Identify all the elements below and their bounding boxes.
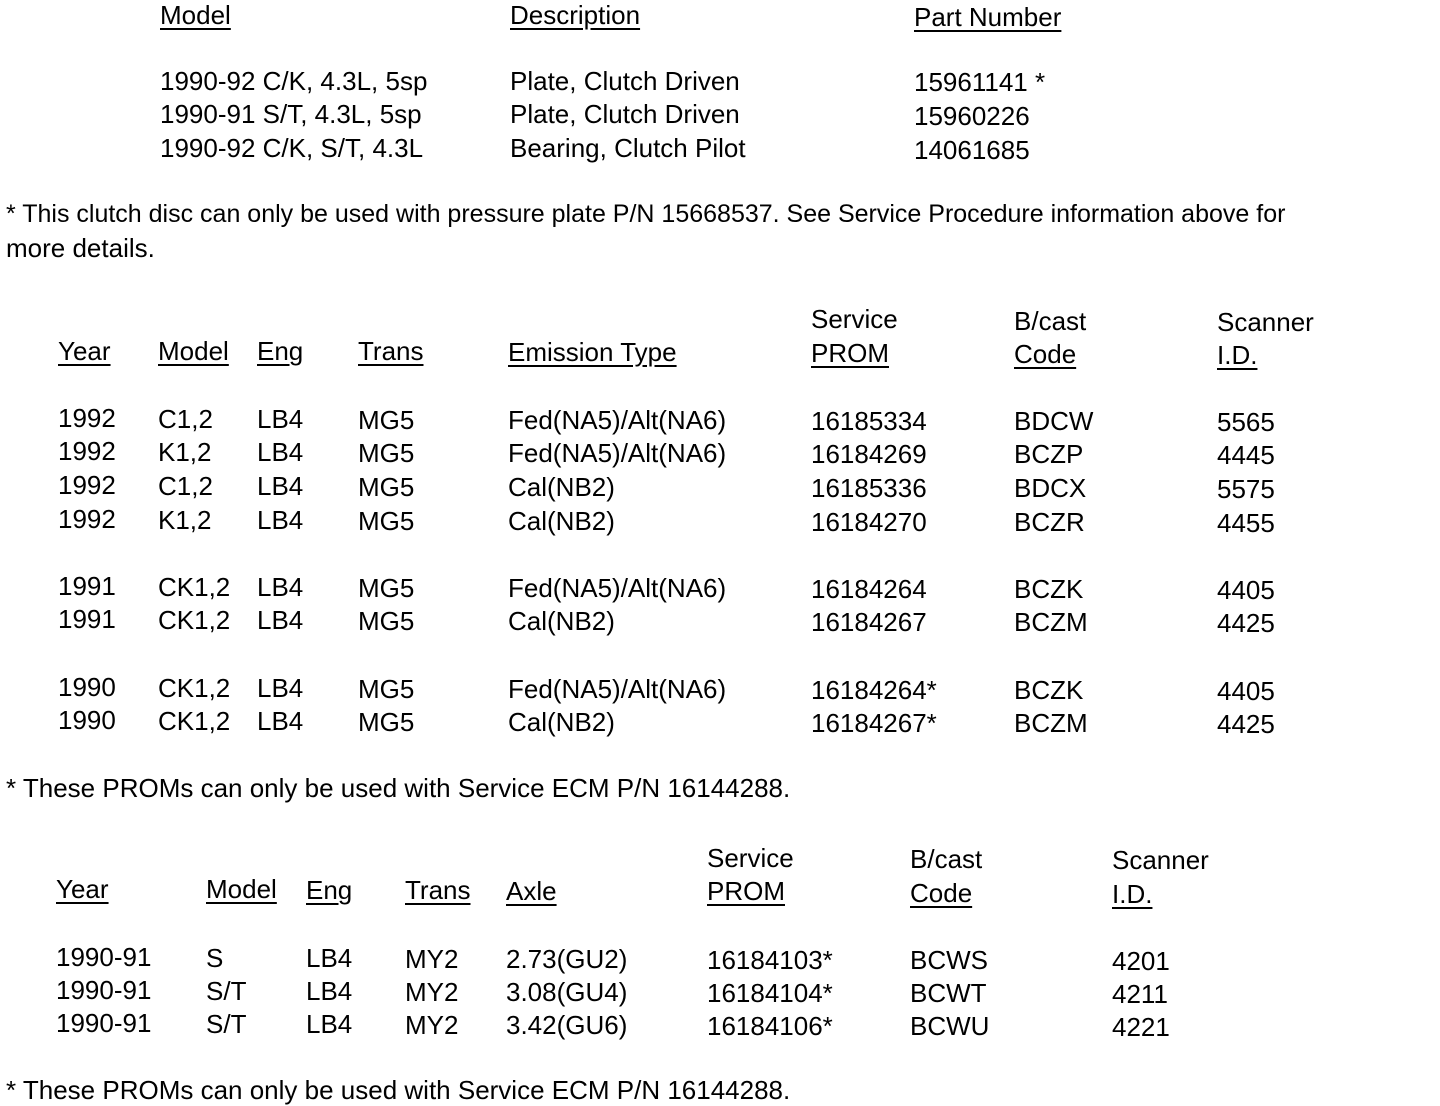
- table-cell: S/T: [206, 976, 247, 1006]
- table-cell: Cal(NB2): [508, 506, 615, 536]
- table-cell: Plate, Clutch Driven: [510, 99, 740, 129]
- column-header-year: Year: [58, 336, 111, 366]
- table-cell: BDCW: [1014, 406, 1094, 436]
- table-cell: 3.42(GU6): [506, 1010, 628, 1040]
- table-cell: BCZM: [1014, 708, 1088, 738]
- table-cell: CK1,2: [158, 706, 231, 736]
- column-header-top: B/cast: [910, 844, 983, 874]
- table-cell: 1990-91: [56, 1008, 152, 1038]
- table-cell: LB4: [257, 404, 304, 434]
- table-cell: 16184267: [811, 607, 927, 637]
- table-cell: MY2: [405, 944, 459, 974]
- table-cell: 16184264: [811, 574, 927, 604]
- column-header-trans: Trans: [405, 875, 471, 905]
- column-header-bcast-code: Code: [910, 878, 973, 908]
- table-cell: LB4: [257, 505, 304, 535]
- table-cell: 16185336: [811, 473, 927, 503]
- column-header-top: Scanner: [1217, 307, 1314, 337]
- table-cell: LB4: [257, 706, 304, 736]
- table-cell: CK1,2: [158, 605, 231, 635]
- table-cell: Fed(NA5)/Alt(NA6): [508, 674, 727, 704]
- column-header-model: Model: [206, 874, 277, 904]
- table-cell: 4211: [1112, 979, 1168, 1009]
- table-cell: BCWS: [910, 945, 988, 975]
- column-header-scanner-id: I.D.: [1217, 340, 1258, 370]
- table-cell: 15960226: [914, 101, 1030, 131]
- table-cell: 4425: [1217, 608, 1275, 638]
- table-cell: K1,2: [158, 505, 212, 535]
- table-cell: LB4: [257, 572, 304, 602]
- table-cell: MG5: [358, 606, 415, 636]
- table-cell: LB4: [257, 605, 304, 635]
- table-cell: Fed(NA5)/Alt(NA6): [508, 438, 727, 468]
- table-cell: 1992: [58, 436, 116, 466]
- table-cell: 1990-92 C/K, 4.3L, 5sp: [160, 66, 428, 96]
- column-header-eng: Eng: [306, 875, 353, 905]
- table-cell: 1990: [58, 672, 116, 702]
- table-cell: 5575: [1217, 474, 1275, 504]
- table-cell: 4201: [1112, 946, 1170, 976]
- table-cell: MG5: [358, 472, 415, 502]
- table-cell: MG5: [358, 438, 415, 468]
- table-cell: BDCX: [1014, 473, 1087, 503]
- column-header-axle: Axle: [506, 876, 557, 906]
- footnote-clutch-disc-continued: more details.: [6, 233, 155, 263]
- table-cell: MG5: [358, 674, 415, 704]
- table-cell: C1,2: [158, 404, 213, 434]
- table-cell: MY2: [405, 977, 459, 1007]
- table-cell: 15961141 *: [914, 67, 1046, 97]
- column-header-service-prom: PROM: [811, 338, 889, 368]
- table-cell: 16184106*: [707, 1011, 833, 1041]
- table-cell: 1990: [58, 705, 116, 735]
- table-cell: LB4: [257, 437, 304, 467]
- table-cell: CK1,2: [158, 572, 231, 602]
- column-header-part-number: Part Number: [914, 2, 1062, 32]
- table-cell: 14061685: [914, 135, 1030, 165]
- column-header-bcast-code: Code: [1014, 339, 1077, 369]
- table-cell: Fed(NA5)/Alt(NA6): [508, 405, 727, 435]
- table-cell: LB4: [257, 471, 304, 501]
- column-header-emission-type: Emission Type: [508, 337, 677, 367]
- table-cell: MG5: [358, 405, 415, 435]
- footnote-prom-ecm-2: * These PROMs can only be used with Service ECM P/N 16144288.: [6, 1075, 791, 1105]
- column-header-model: Model: [160, 0, 231, 30]
- table-cell: 16184267*: [811, 708, 937, 738]
- table-cell: BCZR: [1014, 507, 1085, 537]
- footnote-clutch-disc: * This clutch disc can only be used with pressure plate P/N 15668537. See Service Procedure information above for: [6, 200, 1286, 228]
- table-cell: 1990-91: [56, 942, 152, 972]
- table-cell: 1990-91: [56, 975, 152, 1005]
- table-cell: 16184104*: [707, 978, 833, 1008]
- table-cell: CK1,2: [158, 673, 231, 703]
- table-cell: 4221: [1112, 1012, 1170, 1042]
- table-cell: 4425: [1217, 709, 1275, 739]
- table-cell: 1992: [58, 504, 116, 534]
- table-cell: MY2: [405, 1010, 459, 1040]
- table-cell: 5565: [1217, 407, 1275, 437]
- table-cell: 2.73(GU2): [506, 944, 628, 974]
- footnote-prom-ecm-1: * These PROMs can only be used with Service ECM P/N 16144288.: [6, 773, 791, 803]
- table-cell: 4405: [1217, 676, 1275, 706]
- table-cell: 1992: [58, 403, 116, 433]
- table-cell: LB4: [257, 673, 304, 703]
- table-cell: Cal(NB2): [508, 606, 615, 636]
- column-header-top: B/cast: [1014, 306, 1087, 336]
- table-cell: Plate, Clutch Driven: [510, 66, 740, 96]
- column-header-model: Model: [158, 336, 229, 366]
- column-header-service-prom: PROM: [707, 876, 785, 906]
- column-header-year: Year: [56, 874, 109, 904]
- column-header-scanner-id: I.D.: [1112, 879, 1153, 909]
- table-cell: MG5: [358, 506, 415, 536]
- table-cell: BCZK: [1014, 675, 1084, 705]
- table-cell: 16184103*: [707, 945, 833, 975]
- column-header-eng: Eng: [257, 336, 304, 366]
- column-header-top: Scanner: [1112, 845, 1209, 875]
- column-header-top: Service: [811, 304, 898, 334]
- table-cell: 4455: [1217, 508, 1275, 538]
- table-cell: LB4: [306, 1009, 353, 1039]
- table-cell: S/T: [206, 1009, 247, 1039]
- table-cell: Fed(NA5)/Alt(NA6): [508, 573, 727, 603]
- column-header-top: Service: [707, 843, 794, 873]
- table-cell: 3.08(GU4): [506, 977, 628, 1007]
- table-cell: 1991: [58, 604, 116, 634]
- table-cell: 1990-92 C/K, S/T, 4.3L: [160, 133, 424, 163]
- table-cell: BCWT: [910, 978, 987, 1008]
- table-cell: Bearing, Clutch Pilot: [510, 133, 746, 163]
- table-cell: 1991: [58, 571, 116, 601]
- table-cell: BCZP: [1014, 439, 1084, 469]
- table-cell: Cal(NB2): [508, 707, 615, 737]
- table-cell: LB4: [306, 943, 353, 973]
- table-cell: 16185334: [811, 406, 927, 436]
- table-cell: 1992: [58, 470, 116, 500]
- table-cell: 16184269: [811, 439, 927, 469]
- table-cell: K1,2: [158, 437, 212, 467]
- column-header-description: Description: [510, 0, 641, 30]
- table-cell: 16184270: [811, 507, 927, 537]
- table-cell: MG5: [358, 707, 415, 737]
- table-cell: S: [206, 943, 224, 973]
- table-cell: 1990-91 S/T, 4.3L, 5sp: [160, 99, 422, 129]
- table-cell: BCZK: [1014, 574, 1084, 604]
- table-cell: C1,2: [158, 471, 213, 501]
- table-cell: 4445: [1217, 440, 1275, 470]
- table-cell: LB4: [306, 976, 353, 1006]
- table-cell: Cal(NB2): [508, 472, 615, 502]
- table-cell: 4405: [1217, 575, 1275, 605]
- table-cell: BCZM: [1014, 607, 1088, 637]
- column-header-trans: Trans: [358, 336, 424, 366]
- table-cell: 16184264*: [811, 675, 937, 705]
- table-cell: BCWU: [910, 1011, 990, 1041]
- table-cell: MG5: [358, 573, 415, 603]
